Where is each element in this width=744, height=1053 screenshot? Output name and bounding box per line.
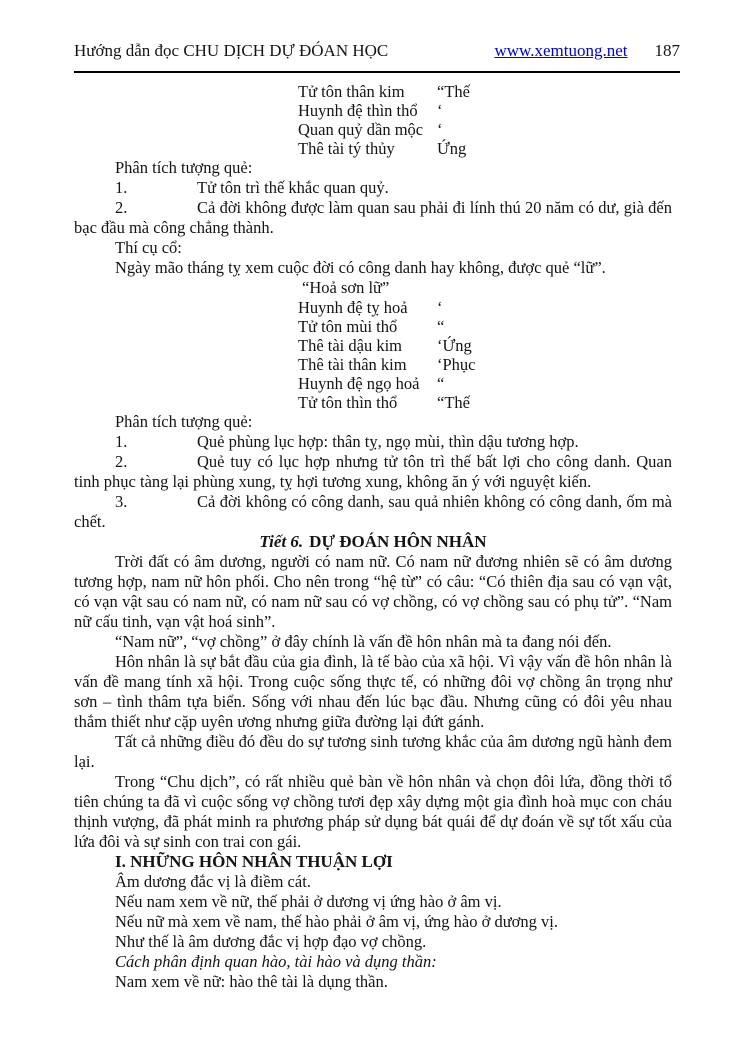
hexagram-line-marker: “ [437, 374, 445, 393]
hexagram-title: “Hoả sơn lữ” [302, 278, 390, 297]
hexagram-line [298, 298, 672, 317]
hexagram-line [298, 82, 672, 101]
item-text: Tử tôn trì thế khắc quan quỷ. [197, 178, 389, 197]
hexagram-line-label: Huynh đệ tỵ hoả [298, 298, 408, 317]
hexagram-line [298, 120, 672, 139]
analysis-item [74, 452, 672, 492]
hexagram-line-label: Tử tôn thân kim [298, 82, 405, 101]
paragraph: Hôn nhân là sự bắt đầu của gia đình, là tế bào của xã hội. Vì vậy vấn đề hôn nhân là vấn đề mang tính xã hội. Trong cuộc sống thực tế, có những đôi vợ chồng ân trọng như sơn – tình thâm tựa biển. Sống với nhau đến lúc bạc đầu. Nhưng cũng có đôi yêu nhau thắm thiết như cặp uyên ương nhưng giữa đường lại đứt gánh. [74, 652, 672, 731]
item-number: 2. [115, 198, 128, 217]
section-heading [74, 532, 672, 552]
hexagram-line-marker: ‘ [437, 120, 443, 139]
hexagram-line-marker: “Thế [437, 82, 470, 101]
analysis-item [74, 178, 672, 198]
item-text: Cả đời không được làm quan sau phải đi lính thú 20 năm có dư, già đến bạc đầu mà công chẳng thành. [74, 198, 672, 237]
hexagram-line-label: Thê tài tý thủy [298, 139, 395, 158]
hexagram-line-label: Huynh đệ thìn thổ [298, 101, 418, 120]
paragraph: Trong “Chu dịch”, có rất nhiều quẻ bàn về hôn nhân và chọn đôi lứa, đồng thời tổ tiên chúng ta đã vì cuộc sống vợ chồng tươi đẹp xây dựng một gia đình hoà mục con cháu thịnh vượng, đã phát minh ra phương pháp sử dụng bát quái để dự đoán về sự tốt xấu của lứa đôi và sự sinh con trai con gái. [74, 772, 672, 851]
subsection-heading: I. NHỮNG HÔN NHÂN THUẬN LỢI [115, 852, 393, 871]
item-number: 1. [115, 178, 128, 197]
paragraph: Như thế là âm dương đắc vị hợp đạo vợ chồng. [115, 932, 427, 951]
analysis-item [74, 198, 672, 238]
paragraph: Nếu nam xem về nữ, thế phải ở dương vị ứng hào ở âm vị. [115, 892, 502, 911]
hexagram-block-example [298, 298, 672, 412]
header-title: Hướng dẫn đọc CHU DỊCH DỰ ĐÓAN HỌC [74, 41, 389, 60]
hexagram-line-marker: ‘Phục [437, 355, 476, 374]
hexagram-line [298, 393, 672, 412]
hexagram-line-marker: Ứng [437, 139, 467, 158]
item-number: 3. [115, 492, 128, 511]
paragraph: Nam xem về nữ: hào thê tài là dụng thần. [115, 972, 388, 991]
hexagram-line-label: Thê tài dậu kim [298, 336, 403, 355]
hexagram-line-marker: ‘ [437, 298, 443, 317]
hexagram-line-label: Quan quỷ dần mộc [298, 120, 424, 139]
hexagram-line [298, 336, 672, 355]
paragraph: “Nam nữ”, “vợ chồng” ở đây chính là vấn đề hôn nhân mà ta đang nói đến. [115, 632, 612, 651]
paragraph: Tất cả những điều đó đều do sự tương sinh tương khắc của âm dương ngũ hành đem lại. [74, 732, 672, 771]
hexagram-line-label: Tử tôn thìn thổ [298, 393, 398, 412]
paragraph-italic: Cách phân định quan hào, tài hào và dụng thần: [115, 952, 437, 971]
page-header [74, 0, 680, 73]
example-intro: Ngày mão tháng tỵ xem cuộc đời có công danh hay không, được quẻ “lữ”. [115, 258, 606, 277]
hexagram-line-marker: “ [437, 317, 445, 336]
paragraph: Trời đất có âm dương, người có nam nữ. Có nam nữ đương nhiên sẽ có âm dương tương hợp, nam nữ hôn phối. Cho nên trong “hệ từ” có câu: “Có thiên địa sau có vạn vật, có vạn vật sau có nam nữ, có nam nữ sau có vợ chồng, có vợ chồng sau có phụ tử”. “Nam nữ cấu tinh, vạn vật hoá sinh”. [74, 552, 672, 631]
hexagram-line-label: Tử tôn mùi thổ [298, 317, 398, 336]
paragraph: Âm dương đắc vị là điềm cát. [115, 872, 311, 891]
item-number: 1. [115, 432, 128, 451]
example-heading: Thí cụ cổ: [115, 238, 182, 257]
hexagram-line-label: Thê tài thân kim [298, 355, 407, 374]
item-text: Quẻ phùng lục hợp: thân tỵ, ngọ mùi, thìn dậu tương hợp. [197, 432, 579, 451]
analysis-item [74, 432, 672, 452]
section-number: Tiết 6. [259, 532, 304, 551]
hexagram-block-top [298, 82, 672, 158]
hexagram-line-marker: ‘Ứng [437, 336, 472, 355]
hexagram-line-marker: ‘ [437, 101, 443, 120]
hexagram-line [298, 355, 672, 374]
item-number: 2. [115, 452, 128, 471]
header-link[interactable]: www.xemtuong.net [494, 41, 628, 60]
analysis-heading: Phân tích tượng quẻ: [115, 412, 253, 431]
hexagram-line [298, 139, 672, 158]
hexagram-line [298, 317, 672, 336]
hexagram-line-label: Huynh đệ ngọ hoả [298, 374, 420, 393]
paragraph: Nếu nữ mà xem về nam, thế hào phải ở âm vị, ứng hào ở dương vị. [115, 912, 558, 931]
item-text: Cả đời không có công danh, sau quả nhiên không có công danh, ốm mà chết. [74, 492, 672, 531]
analysis-heading: Phân tích tượng quẻ: [115, 158, 253, 177]
hexagram-line [298, 374, 672, 393]
section-title: DỰ ĐOÁN HÔN NHÂN [309, 532, 487, 551]
hexagram-line [298, 101, 672, 120]
item-text: Quẻ tuy có lục hợp nhưng tử tôn trì thế bất lợi cho công danh. Quan tinh phục tàng lại phùng xung, tỵ hợi tương xung, không ăn ý với nguyệt kiến. [74, 452, 672, 491]
analysis-item [74, 492, 672, 532]
hexagram-line-marker: “Thế [437, 393, 470, 412]
page-content [74, 82, 672, 992]
page-number: 187 [654, 41, 680, 60]
